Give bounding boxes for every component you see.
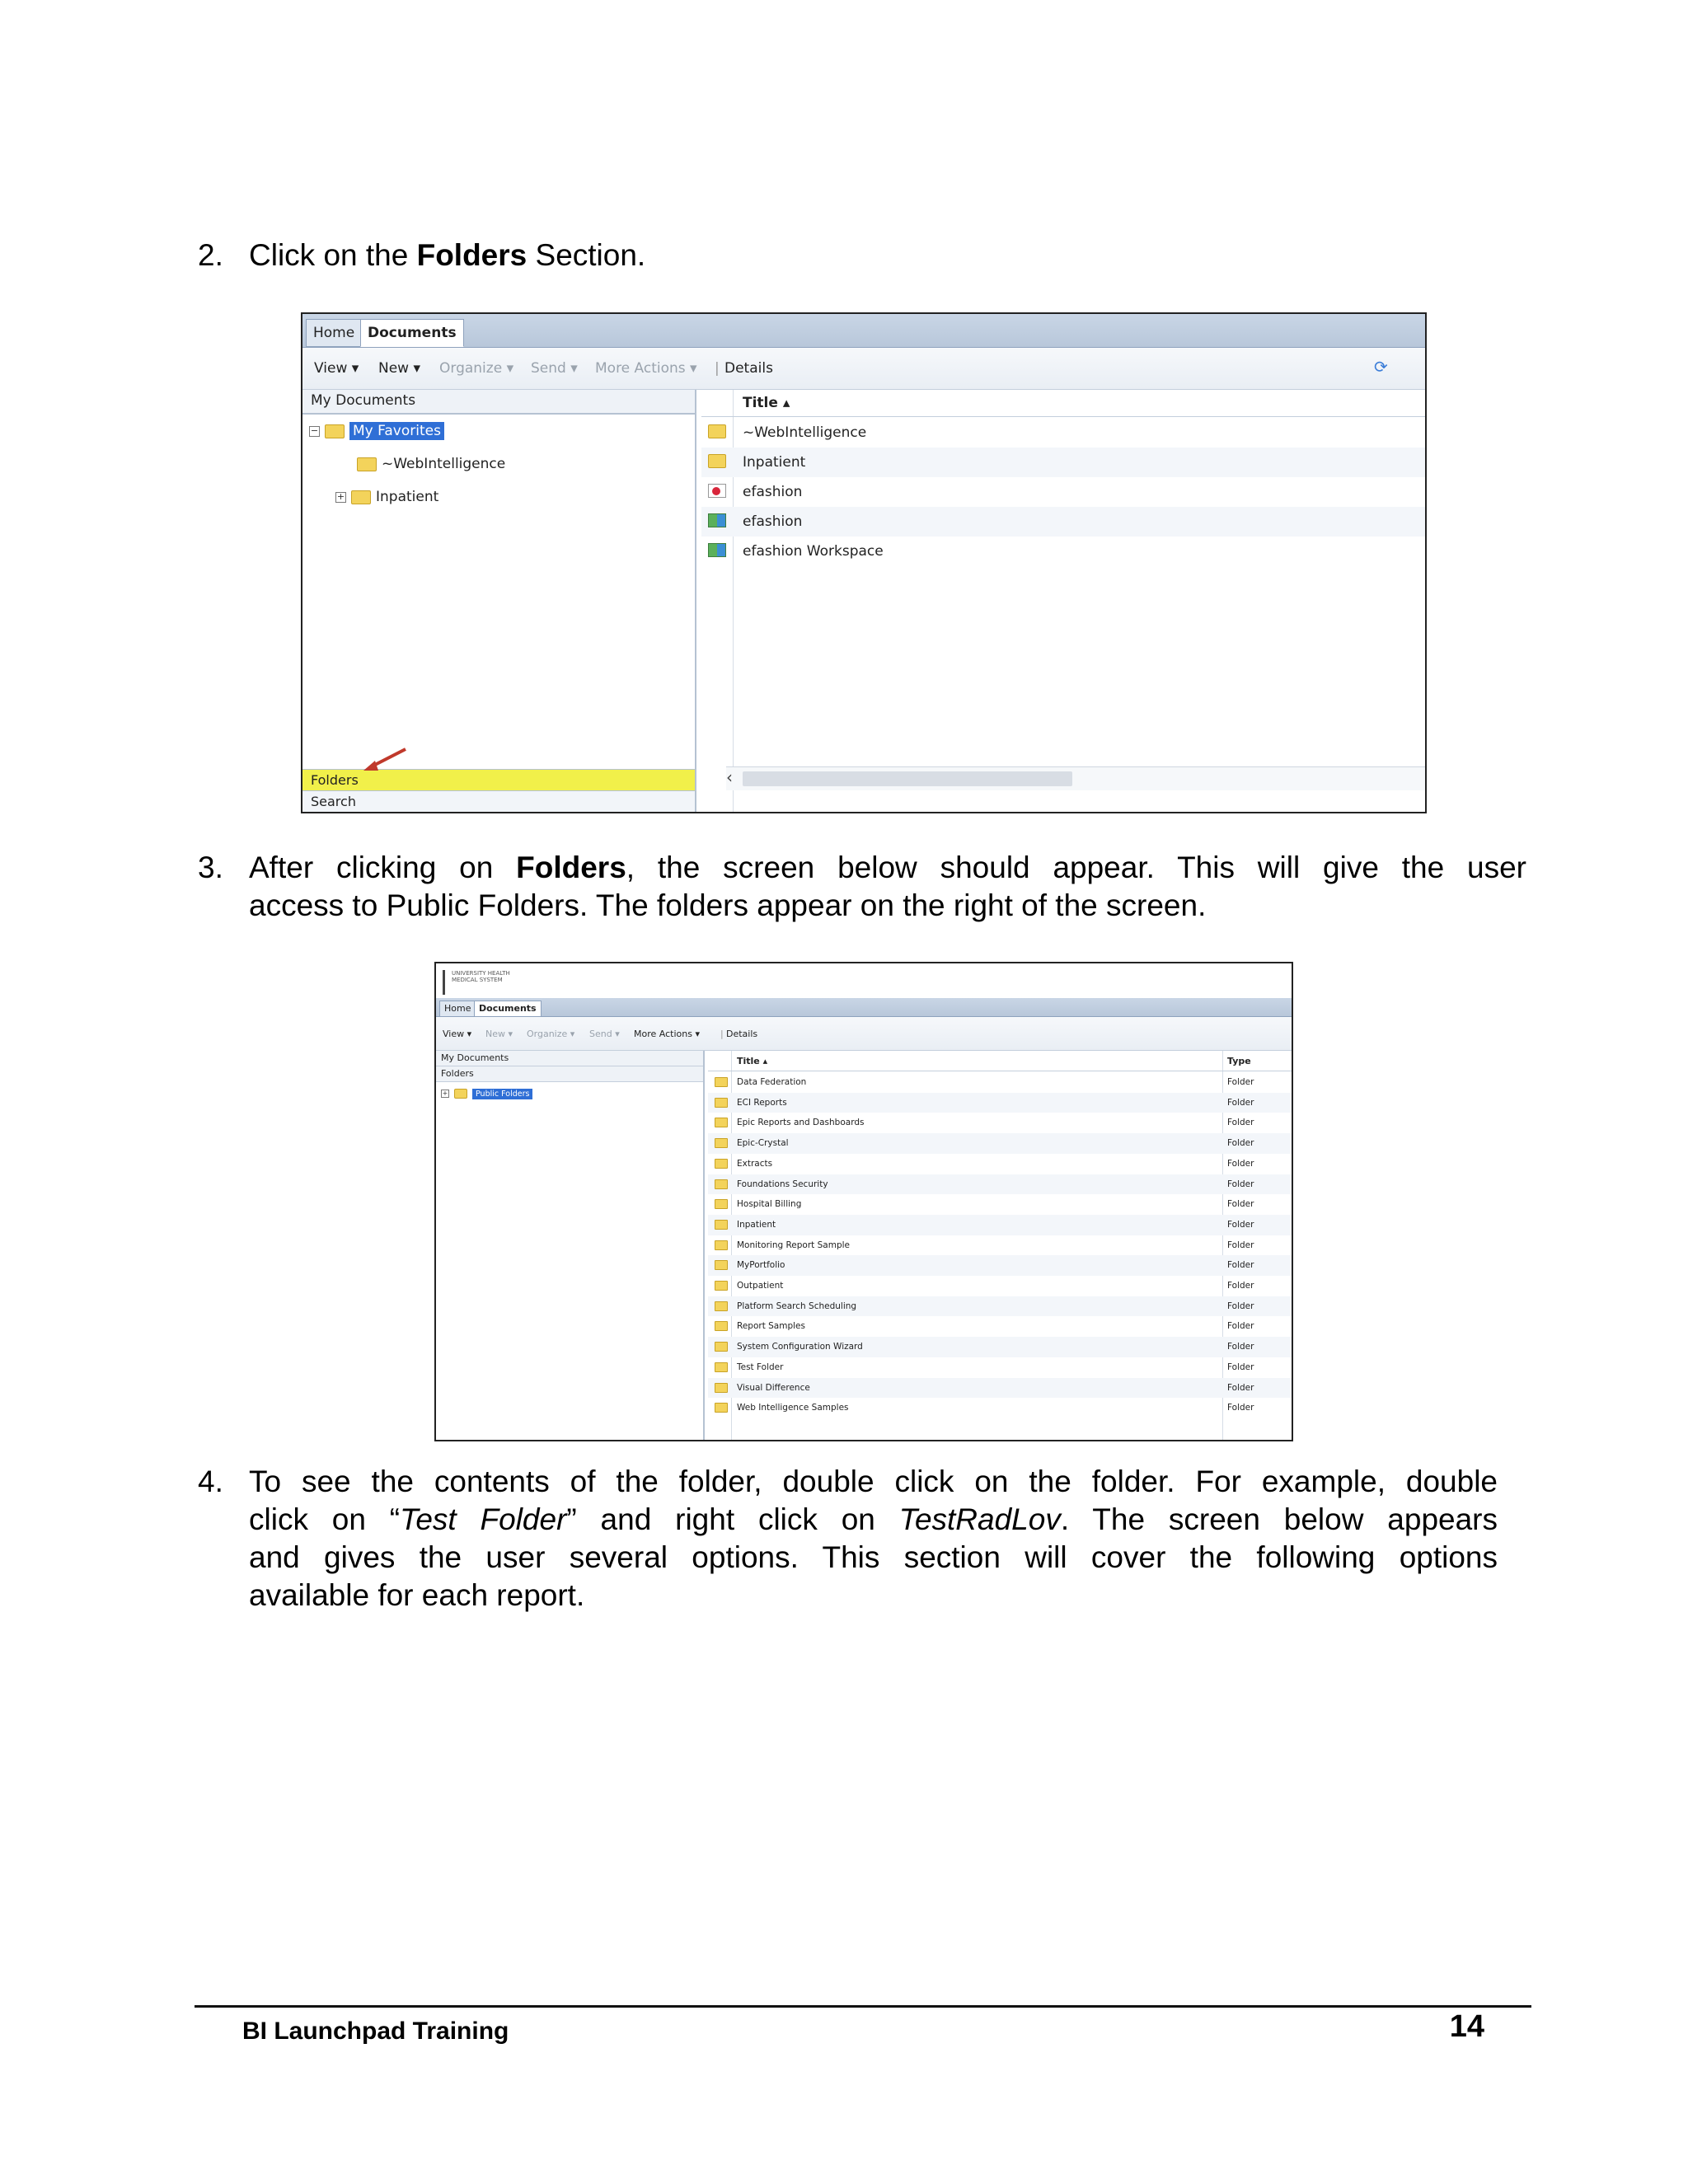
folder-open-icon bbox=[454, 1089, 467, 1099]
folder-icon bbox=[715, 1240, 728, 1250]
row-type: Folder bbox=[1227, 1097, 1254, 1108]
folder-icon bbox=[715, 1342, 728, 1352]
refresh-icon[interactable]: ⟳ bbox=[1374, 357, 1388, 377]
list-item[interactable]: efashion Workspace bbox=[701, 537, 1425, 566]
row-type: Folder bbox=[1227, 1158, 1254, 1169]
table-row[interactable] bbox=[708, 1398, 1292, 1418]
folder-icon bbox=[715, 1260, 728, 1270]
row-title: Extracts bbox=[737, 1158, 773, 1169]
row-type: Folder bbox=[1227, 1118, 1254, 1128]
row-title: Monitoring Report Sample bbox=[737, 1240, 851, 1250]
page-number: 14 bbox=[1449, 2009, 1484, 2044]
folder-icon bbox=[715, 1138, 728, 1148]
row-type: Folder bbox=[1227, 1301, 1254, 1311]
workspace-icon bbox=[708, 543, 726, 557]
row-type: Folder bbox=[1227, 1382, 1254, 1393]
row-type: Folder bbox=[1227, 1281, 1254, 1291]
view-menu[interactable]: View ▾ bbox=[443, 1029, 472, 1039]
row-title: Inpatient bbox=[737, 1219, 776, 1230]
folder-icon bbox=[715, 1098, 728, 1108]
my-documents-header[interactable]: My Documents bbox=[302, 390, 695, 415]
crystal-report-icon bbox=[708, 484, 726, 498]
toolbar-divider: | bbox=[715, 360, 720, 377]
table-row[interactable] bbox=[708, 1113, 1292, 1133]
table-row[interactable] bbox=[708, 1133, 1292, 1154]
tab-bar bbox=[302, 314, 1425, 348]
tab-bar bbox=[436, 998, 1292, 1017]
organize-menu[interactable]: Organize ▾ bbox=[527, 1029, 575, 1039]
row-type: Folder bbox=[1227, 1403, 1254, 1413]
row-title: MyPortfolio bbox=[737, 1260, 785, 1271]
my-documents-header[interactable]: My Documents bbox=[436, 1051, 703, 1066]
folders-header[interactable]: Folders bbox=[436, 1066, 703, 1082]
table-row[interactable] bbox=[708, 1235, 1292, 1256]
table-row[interactable] bbox=[708, 1174, 1292, 1195]
tree-item-my-favorites[interactable]: − My Favorites bbox=[309, 423, 444, 439]
table-row[interactable] bbox=[708, 1378, 1292, 1399]
table-row[interactable] bbox=[708, 1194, 1292, 1215]
row-type: Folder bbox=[1227, 1342, 1254, 1352]
table-row[interactable] bbox=[708, 1154, 1292, 1174]
folder-icon bbox=[715, 1077, 728, 1087]
folder-icon bbox=[715, 1301, 728, 1311]
folder-icon bbox=[715, 1159, 728, 1169]
search-section[interactable]: Search bbox=[302, 790, 695, 812]
send-menu[interactable]: Send ▾ bbox=[531, 360, 578, 377]
row-type: Folder bbox=[1227, 1199, 1254, 1210]
step-text: Click on the Folders Section. bbox=[249, 238, 646, 272]
red-arrow-icon bbox=[360, 746, 410, 774]
list-item[interactable]: efashion bbox=[701, 507, 1425, 537]
screenshot-my-documents bbox=[301, 312, 1427, 813]
folder-icon bbox=[715, 1383, 728, 1393]
tree-item-inpatient[interactable]: + Inpatient bbox=[336, 489, 439, 505]
tab-home[interactable]: Home bbox=[439, 1001, 476, 1017]
folder-icon bbox=[351, 490, 371, 504]
folder-icon bbox=[715, 1403, 728, 1413]
toolbar-divider: | bbox=[720, 1029, 724, 1039]
left-panel bbox=[302, 390, 696, 812]
row-title: Hospital Billing bbox=[737, 1199, 802, 1210]
list-item[interactable]: ~WebIntelligence bbox=[701, 418, 1425, 448]
table-row[interactable] bbox=[708, 1337, 1292, 1357]
organize-menu[interactable]: Organize ▾ bbox=[439, 360, 514, 377]
expand-icon[interactable]: + bbox=[336, 490, 345, 502]
column-header-type[interactable]: Type bbox=[1227, 1056, 1251, 1066]
screenshot-public-folders bbox=[434, 962, 1293, 1441]
folder-icon bbox=[715, 1281, 728, 1291]
row-title: Outpatient bbox=[737, 1281, 784, 1291]
list-item[interactable]: efashion bbox=[701, 477, 1425, 507]
folder-icon bbox=[715, 1199, 728, 1209]
details-button[interactable]: Details bbox=[726, 1029, 758, 1039]
folder-icon bbox=[708, 424, 726, 438]
table-row[interactable] bbox=[708, 1215, 1292, 1235]
folder-icon bbox=[715, 1179, 728, 1189]
row-title: Foundations Security bbox=[737, 1179, 828, 1189]
tree-item-public-folders[interactable]: + Public Folders bbox=[441, 1089, 532, 1099]
folder-icon bbox=[715, 1362, 728, 1372]
left-panel bbox=[436, 1051, 705, 1440]
folder-icon bbox=[715, 1321, 728, 1331]
footer-title: BI Launchpad Training bbox=[242, 2018, 509, 2045]
row-title: Platform Search Scheduling bbox=[737, 1301, 857, 1311]
new-menu[interactable]: New ▾ bbox=[378, 360, 421, 377]
row-type: Folder bbox=[1227, 1240, 1254, 1250]
new-menu[interactable]: New ▾ bbox=[485, 1029, 513, 1039]
tab-documents[interactable]: Documents bbox=[474, 1001, 542, 1017]
table-row[interactable] bbox=[708, 1357, 1292, 1378]
row-title: Epic Reports and Dashboards bbox=[737, 1118, 865, 1128]
row-title: System Configuration Wizard bbox=[737, 1342, 863, 1352]
table-row[interactable] bbox=[708, 1296, 1292, 1317]
collapse-icon[interactable]: − bbox=[310, 424, 319, 436]
folder-list bbox=[708, 1051, 1292, 1440]
chevron-left-icon[interactable]: ‹ bbox=[726, 767, 733, 787]
folder-icon bbox=[357, 457, 377, 471]
folder-open-icon bbox=[325, 424, 345, 438]
step-number: 2. bbox=[198, 238, 223, 272]
horizontal-scrollbar[interactable] bbox=[726, 766, 1425, 790]
step-number: 3. bbox=[198, 851, 223, 884]
scrollbar-thumb[interactable] bbox=[743, 771, 1072, 786]
row-title: Test Folder bbox=[737, 1361, 784, 1372]
details-button[interactable]: Details bbox=[724, 360, 773, 377]
folders-section[interactable]: Folders bbox=[302, 769, 695, 790]
table-row[interactable] bbox=[708, 1276, 1292, 1296]
row-type: Folder bbox=[1227, 1260, 1254, 1271]
footer-rule bbox=[195, 2005, 1531, 2008]
tab-home[interactable]: Home bbox=[306, 319, 362, 347]
row-title: ECI Reports bbox=[737, 1097, 787, 1108]
column-header-title[interactable]: Title ▴ bbox=[737, 1056, 768, 1066]
toolbar bbox=[302, 348, 1425, 390]
expand-icon[interactable]: + bbox=[442, 1090, 448, 1097]
table-row[interactable] bbox=[708, 1093, 1292, 1113]
row-type: Folder bbox=[1227, 1077, 1254, 1087]
row-title: Visual Difference bbox=[737, 1382, 810, 1393]
row-title: Web Intelligence Samples bbox=[737, 1403, 849, 1413]
row-title: Data Federation bbox=[737, 1077, 807, 1087]
document-list bbox=[701, 390, 1425, 812]
column-headers bbox=[708, 1051, 1292, 1071]
row-type: Folder bbox=[1227, 1179, 1254, 1189]
folder-icon bbox=[715, 1118, 728, 1127]
table-row[interactable] bbox=[708, 1255, 1292, 1276]
row-type: Folder bbox=[1227, 1219, 1254, 1230]
step-text: To see the contents of the folder, double click on the folder. For example, double click on “Test Folder” and right click on TestRadLov. The screen below appears and gives the user several options. This section will cover the following options available for each report. bbox=[249, 1465, 1498, 1612]
view-menu[interactable]: View ▾ bbox=[314, 360, 359, 377]
row-type: Folder bbox=[1227, 1321, 1254, 1332]
column-header-title[interactable]: Title ▴ bbox=[701, 390, 1425, 417]
row-title: Epic-Crystal bbox=[737, 1138, 789, 1149]
folder-icon bbox=[708, 454, 726, 468]
step-number: 4. bbox=[198, 1465, 223, 1498]
table-row[interactable] bbox=[708, 1316, 1292, 1337]
more-actions-menu[interactable]: More Actions ▾ bbox=[595, 360, 697, 377]
row-type: Folder bbox=[1227, 1361, 1254, 1372]
university-logo: UNIVERSITY HEALTH MEDICAL SYSTEM bbox=[443, 970, 551, 995]
table-row[interactable] bbox=[708, 1072, 1292, 1093]
tree-item-webintelligence[interactable]: ~WebIntelligence bbox=[357, 456, 505, 472]
list-item[interactable]: Inpatient bbox=[701, 448, 1425, 477]
step-text: After clicking on Folders, the screen below should appear. This will give the user access to Public Folders. The folders appear on the right of the screen. bbox=[249, 851, 1526, 922]
toolbar bbox=[436, 1017, 1292, 1051]
row-type: Folder bbox=[1227, 1138, 1254, 1149]
more-actions-menu[interactable]: More Actions ▾ bbox=[634, 1029, 700, 1039]
row-title: Report Samples bbox=[737, 1321, 805, 1332]
send-menu[interactable]: Send ▾ bbox=[589, 1029, 620, 1039]
tab-documents[interactable]: Documents bbox=[360, 319, 464, 347]
folder-icon bbox=[715, 1220, 728, 1230]
webi-document-icon bbox=[708, 513, 726, 527]
